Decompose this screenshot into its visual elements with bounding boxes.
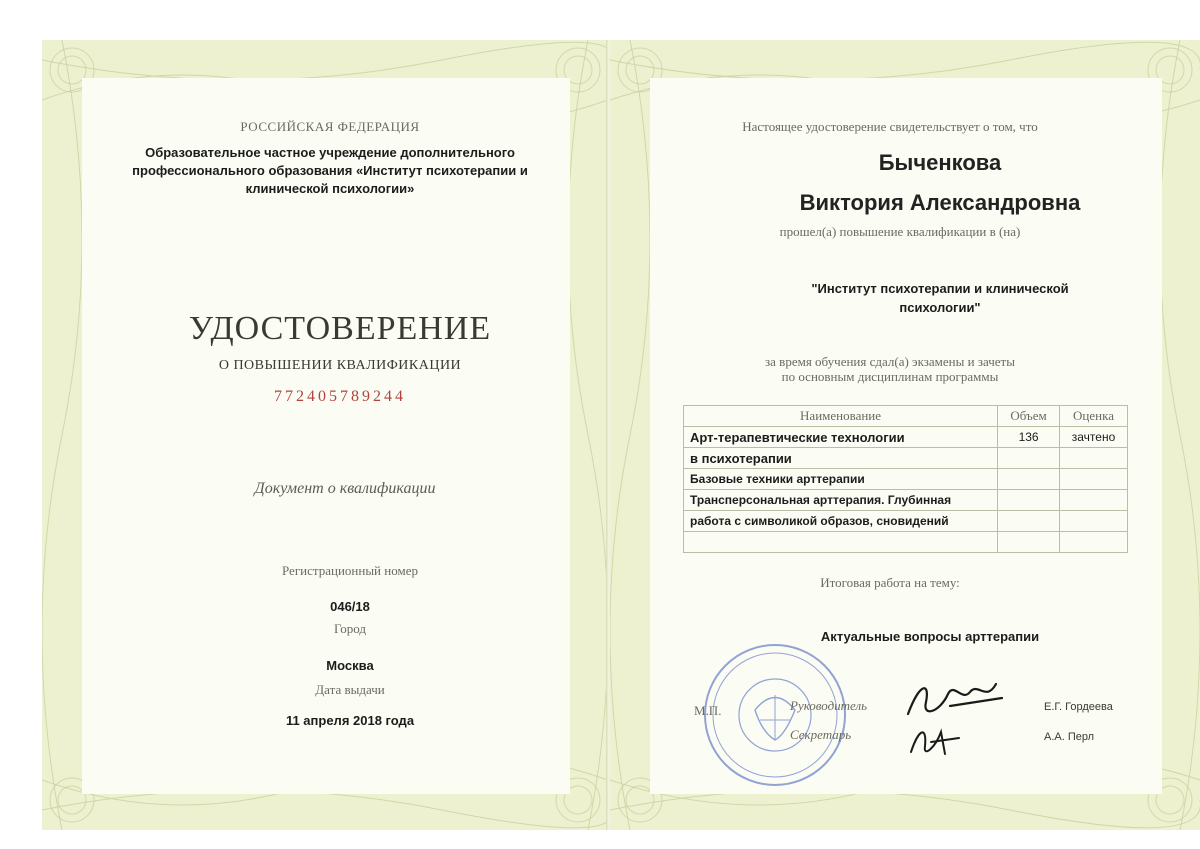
organization-name: [770, 279, 1110, 317]
subject-grade: [1060, 532, 1128, 553]
subject-name: в психотерапии: [684, 448, 998, 469]
table-row: [684, 511, 1128, 532]
holder-surname: Быченкова: [878, 150, 1002, 175]
subjects-table: [683, 405, 1128, 553]
seal-place-label: М.П.: [694, 703, 722, 718]
registration-label: Регистрационный номер: [282, 563, 418, 578]
final-work-label: Итоговая работа на тему:: [820, 575, 960, 590]
organization-line: "Институт психотерапии и клинической: [811, 281, 1069, 296]
date-value: 11 апреля 2018 года: [285, 713, 415, 728]
institution-line: профессионального образования «Институт психотерапии и: [132, 163, 528, 178]
city-value: Москва: [326, 658, 374, 673]
institution-line: Образовательное частное учреждение дополнительного: [145, 145, 515, 160]
subject-grade: [1060, 490, 1128, 511]
subject-grade: [1060, 448, 1128, 469]
holder-given-names: Виктория Александровна: [799, 190, 1081, 215]
table-row: [684, 490, 1128, 511]
column-header: Наименование: [684, 406, 998, 427]
head-label: Руководитель: [790, 698, 868, 713]
official-stamp-icon: [700, 640, 850, 790]
subject-name: Трансперсональная арттерапия. Глубинная: [684, 490, 998, 511]
document-subtitle: О ПОВЫШЕНИИ КВАЛИФИКАЦИИ: [218, 358, 462, 373]
subject-volume: 136: [998, 427, 1060, 448]
organization-line: психологии": [899, 300, 981, 315]
subject-volume: [998, 532, 1060, 553]
subject-grade: зачтено: [1060, 427, 1128, 448]
subject-volume: [998, 511, 1060, 532]
country-name: РОССИЙСКАЯ ФЕДЕРАЦИЯ: [240, 119, 420, 134]
registration-number: 046/18: [330, 599, 370, 614]
date-label: Дата выдачи: [315, 682, 385, 697]
subject-volume: [998, 469, 1060, 490]
completed-text: прошел(а) повышение квалификации в (на): [779, 224, 1021, 239]
exams-line: по основным дисциплинам программы: [781, 369, 999, 384]
document-type: Документ о квалификации: [254, 480, 436, 497]
certifies-text: Настоящее удостоверение свидетельствует о том, что: [742, 119, 1038, 134]
subject-name: работа с символикой образов, сновидений: [684, 511, 998, 532]
subject-name: Арт-терапевтические технологии: [684, 427, 998, 448]
table-row: [684, 427, 1128, 448]
city-label: Город: [333, 621, 367, 636]
secretary-name: А.А. Перл: [1044, 731, 1095, 743]
table-header-row: [684, 406, 1128, 427]
subject-volume: [998, 448, 1060, 469]
subject-name: [684, 532, 998, 553]
table-row: [684, 469, 1128, 490]
subject-name: Базовые техники арттерапии: [684, 469, 998, 490]
column-header: Объем: [998, 406, 1060, 427]
exams-text: [710, 354, 1070, 384]
table-row: [684, 448, 1128, 469]
document-title: УДОСТОВЕРЕНИЕ: [188, 310, 492, 347]
column-header: Оценка: [1060, 406, 1128, 427]
table-row: [684, 532, 1128, 553]
exams-line: за время обучения сдал(а) экзамены и зачеты: [765, 354, 1015, 369]
institution-line: клинической психологии»: [245, 181, 415, 196]
subject-grade: [1060, 469, 1128, 490]
head-name: Е.Г. Гордеева: [1044, 701, 1113, 713]
serial-number: 772405789244: [274, 388, 406, 405]
subject-volume: [998, 490, 1060, 511]
head-signature-icon: [900, 672, 1010, 724]
institution-name: [120, 144, 540, 198]
secretary-label: Секретарь: [790, 727, 852, 742]
secretary-signature-icon: [905, 718, 965, 760]
final-work-title: Актуальные вопросы арттерапии: [820, 629, 1040, 644]
subject-grade: [1060, 511, 1128, 532]
